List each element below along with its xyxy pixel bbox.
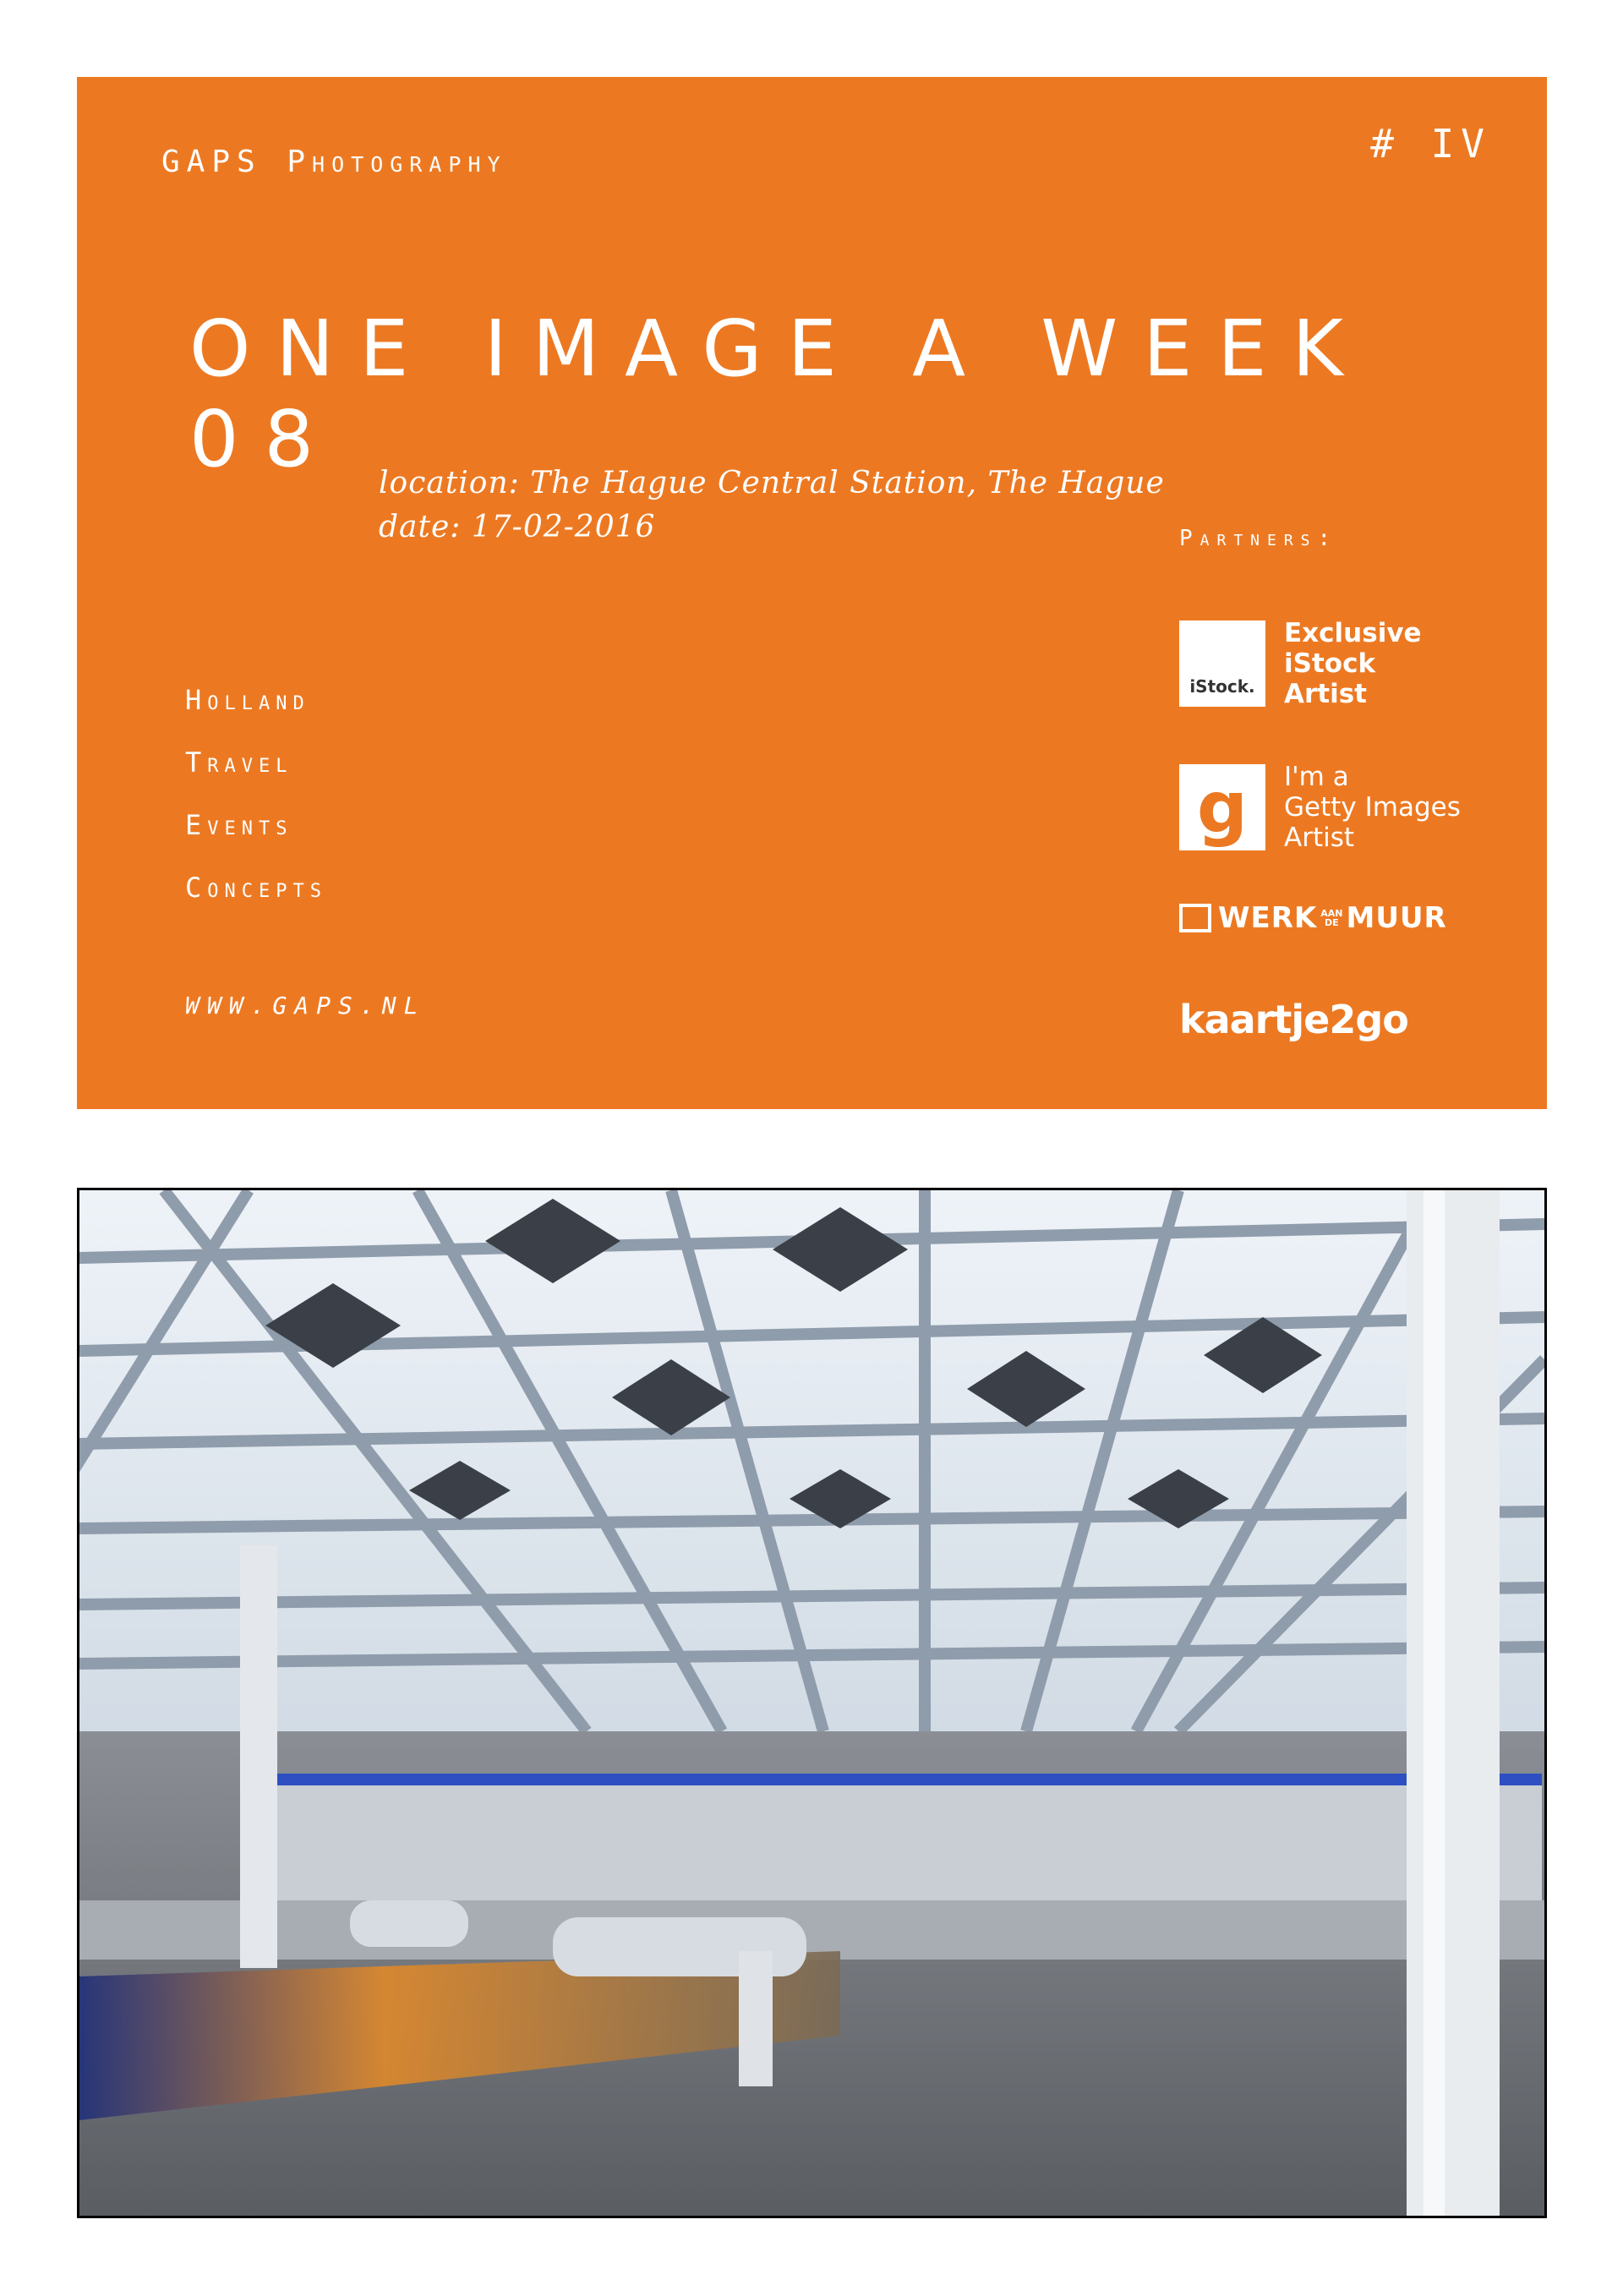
- date-text: date: 17-02-2016: [379, 510, 656, 544]
- istock-line-1: Exclusive: [1284, 618, 1422, 648]
- werk-small-top: AAN: [1320, 908, 1343, 919]
- partner-istock[interactable]: [1179, 618, 1422, 709]
- istock-line-3: Artist: [1284, 679, 1367, 709]
- partners-label: Partners:: [1179, 526, 1339, 551]
- category-holland[interactable]: Holland: [185, 684, 310, 716]
- page-title: ONE IMAGE A WEEK 08: [189, 303, 1369, 484]
- website-link[interactable]: WWW.GAPS.NL: [185, 992, 426, 1020]
- werk-small: [1320, 909, 1342, 927]
- issue-number: # IV: [1370, 121, 1491, 167]
- istock-logo: iStock.: [1179, 620, 1265, 707]
- header-banner: [77, 77, 1547, 1109]
- getty-line-3: Artist: [1284, 823, 1355, 853]
- category-travel[interactable]: Travel: [185, 746, 293, 779]
- partner-werk-aan-de-muur[interactable]: [1179, 901, 1447, 935]
- station-illustration: [79, 1190, 1544, 2216]
- kaartje2go-logo: kaartje2go: [1179, 997, 1408, 1042]
- werk-right: MUUR: [1346, 901, 1447, 935]
- partner-getty[interactable]: [1179, 762, 1461, 853]
- category-concepts[interactable]: Concepts: [185, 872, 327, 904]
- category-list: [185, 669, 327, 919]
- frame-icon: [1179, 904, 1211, 932]
- werk-left: WERK: [1218, 901, 1318, 935]
- istock-badge-text: [1284, 618, 1422, 709]
- partner-kaartje2go[interactable]: [1179, 997, 1408, 1042]
- station-photo: [77, 1188, 1547, 2218]
- category-events[interactable]: Events: [185, 809, 293, 841]
- getty-logo: g: [1179, 764, 1265, 850]
- istock-line-2: iStock: [1284, 648, 1376, 679]
- getty-badge-text: [1284, 762, 1461, 853]
- brand-name: GAPS Photography: [161, 145, 507, 179]
- getty-line-2: Getty Images: [1284, 792, 1461, 823]
- getty-line-1: I'm a: [1284, 762, 1349, 792]
- location-text: location: The Hague Central Station, The Hague: [379, 466, 1165, 500]
- werk-small-bottom: DE: [1325, 917, 1339, 928]
